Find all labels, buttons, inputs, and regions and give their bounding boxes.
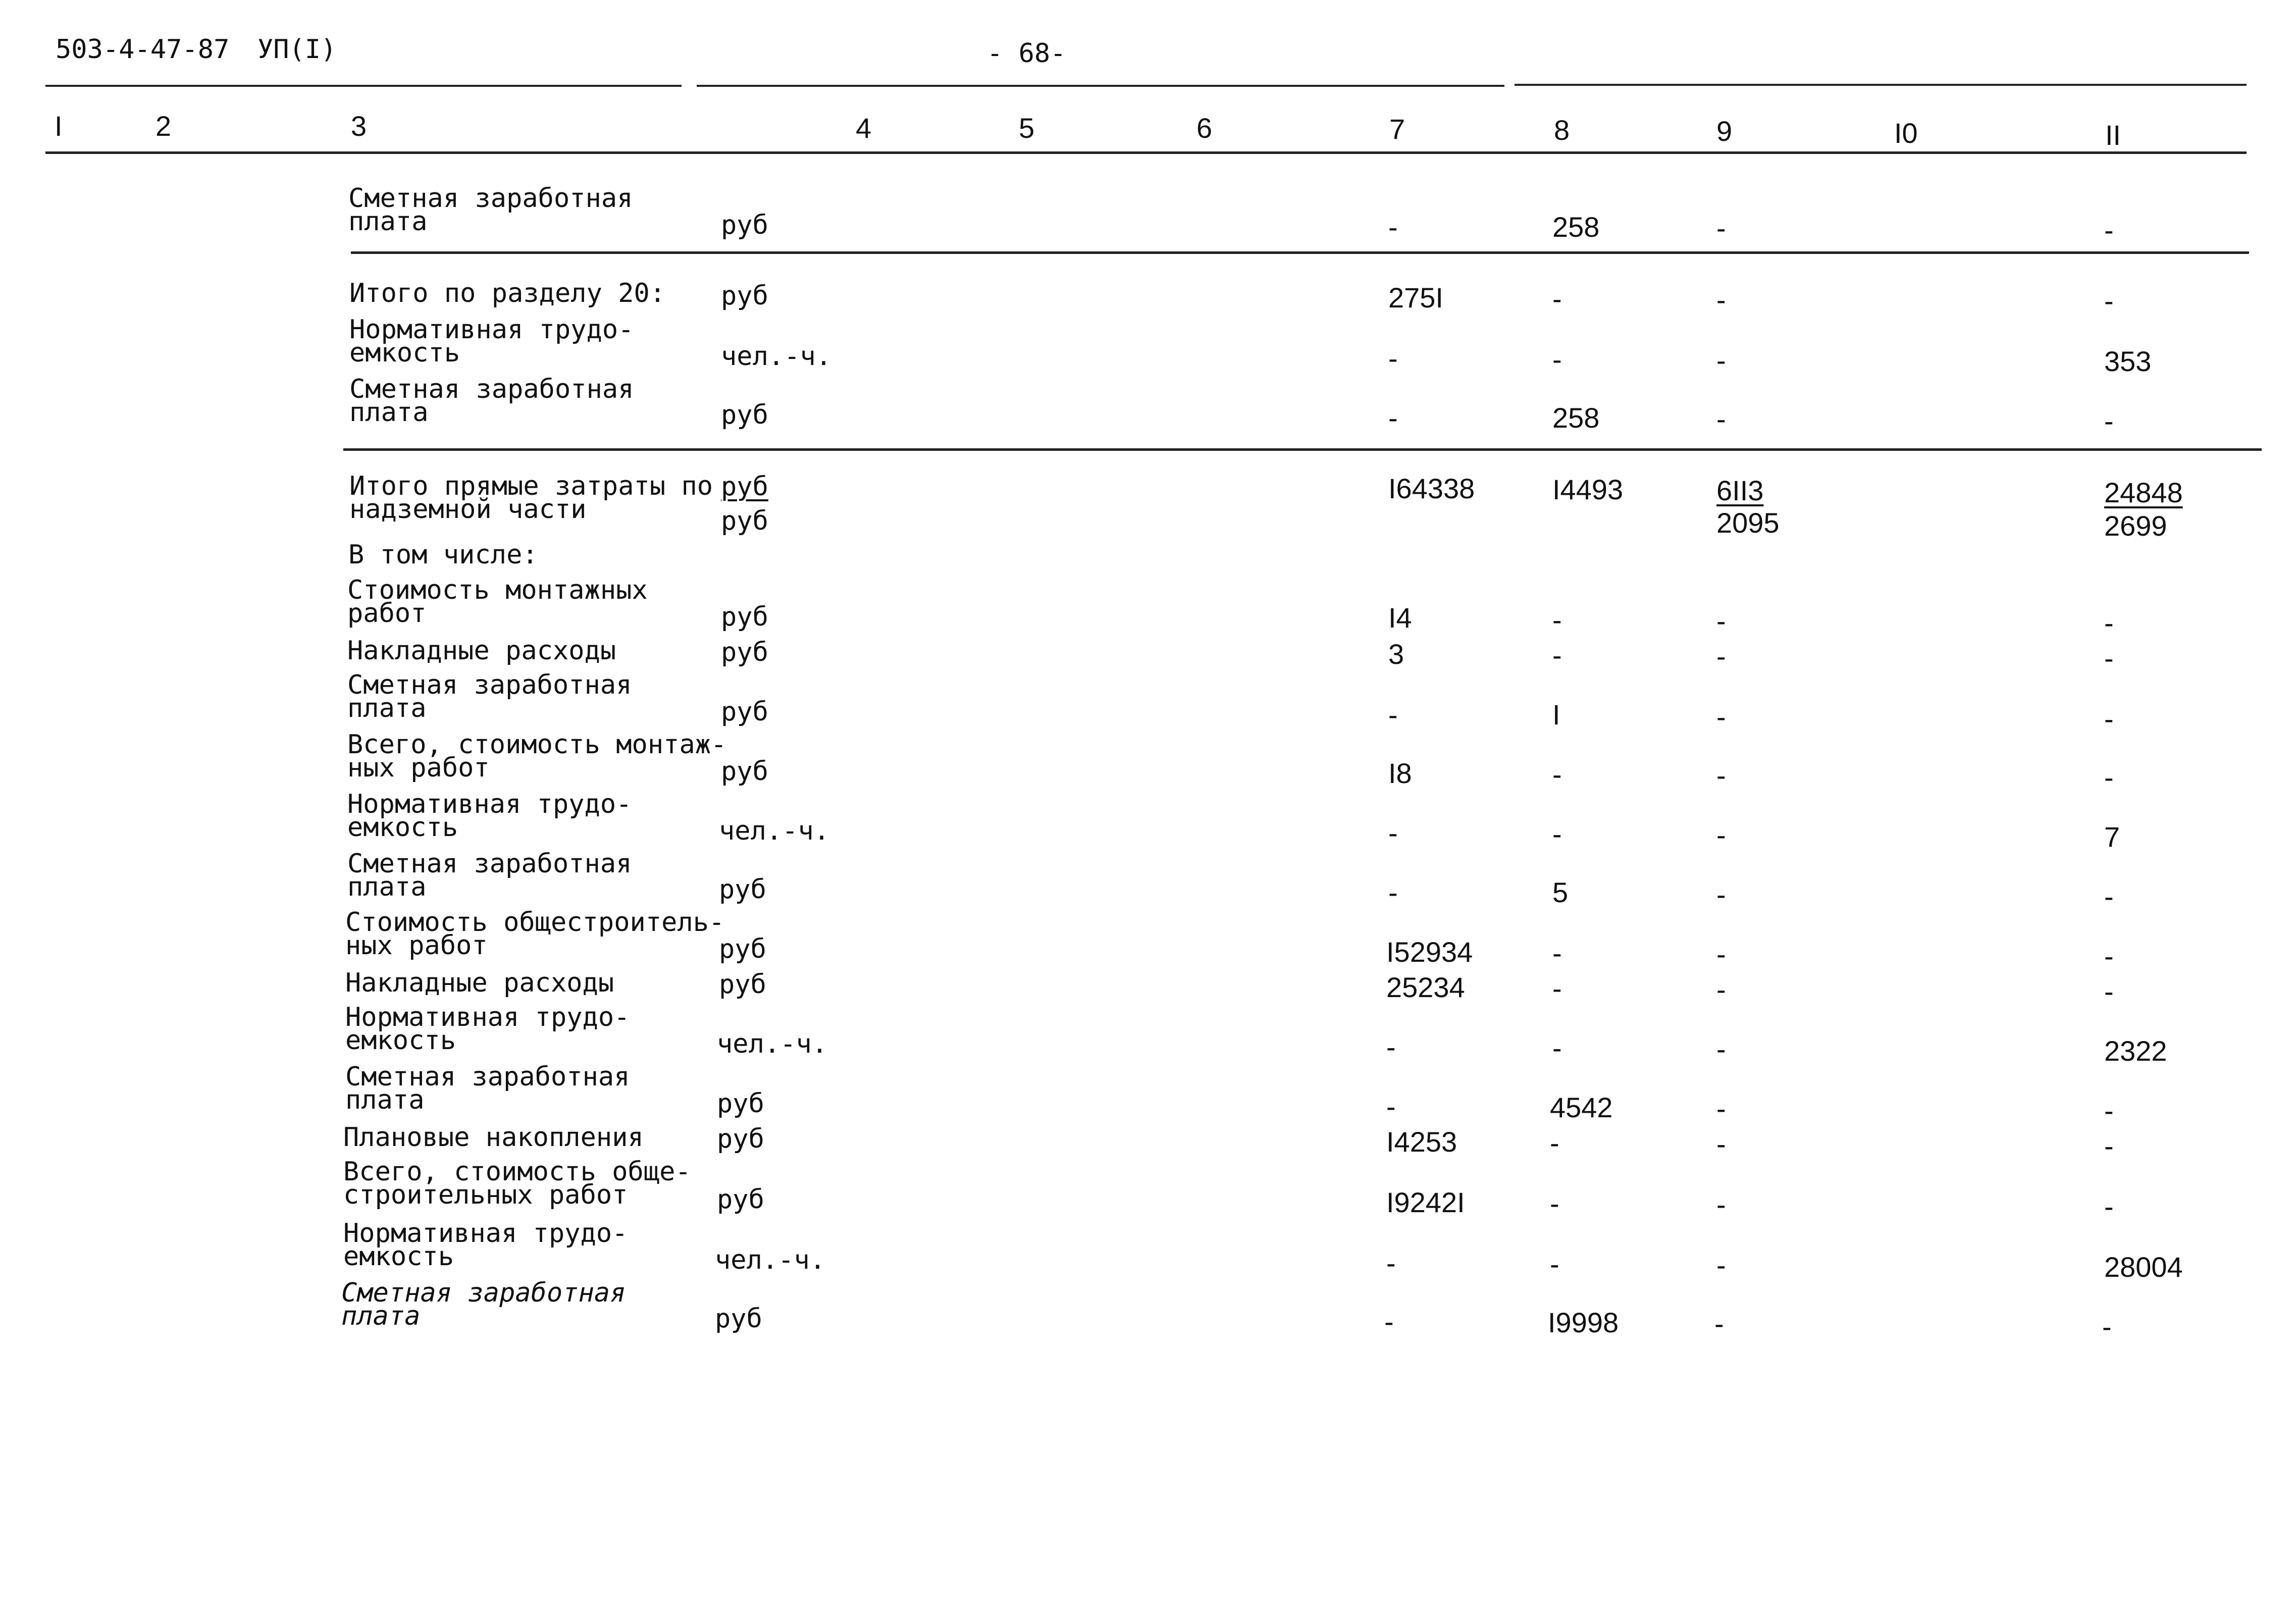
row-cell-c8: - (1552, 818, 1562, 850)
row-cell-c7: - (1384, 1306, 1394, 1337)
row-label: Накладные расходы (345, 968, 614, 998)
row-unit: чел.-ч. (719, 816, 830, 846)
row-label: Стоимость общестроитель- ных работ (345, 907, 725, 961)
row-cell-c8: 5 (1552, 876, 1569, 908)
row-label: Сметная заработная плата (347, 849, 632, 902)
row-cell-c7: - (1386, 1031, 1396, 1063)
row-cell-c8: I (1552, 699, 1560, 731)
row-cell-c9: - (1716, 284, 1726, 316)
row-cell-c8: I9998 (1548, 1307, 1619, 1338)
row-cell-c9: - (1716, 1033, 1726, 1065)
column-header-rule (45, 151, 2247, 154)
row-cell-c11: 7 (2104, 821, 2120, 853)
row-label: Сметная заработная плата (348, 183, 633, 237)
row-cell-c11: - (2102, 1311, 2112, 1342)
row-cell-c9: - (1716, 605, 1726, 637)
row-cell-c11: - (2104, 703, 2114, 735)
row-unit: руб (721, 281, 768, 311)
row-cell-c9: - (1714, 1308, 1724, 1339)
col-header-10: I0 (1894, 117, 1918, 149)
row-cell-c7: - (1386, 1247, 1396, 1279)
row-cell-c9: - (1716, 819, 1726, 851)
col-header-5: 5 (1019, 112, 1035, 144)
row-cell-c9: - (1716, 973, 1726, 1005)
row-label: Плановые накопления (343, 1122, 644, 1153)
row-cell-c11-secondary: 2699 (2104, 510, 2167, 542)
row-label: Нормативная трудо- емкость (343, 1218, 628, 1272)
row-cell-c9: 6II3 (1716, 475, 1764, 506)
row-cell-c7: 275I (1388, 282, 1443, 314)
col-header-9: 9 (1716, 115, 1733, 147)
col-header-7: 7 (1389, 113, 1405, 145)
row-cell-c7: - (1388, 402, 1398, 434)
row-cell-c11: - (2104, 761, 2114, 793)
row-label: Сметная заработная плата (349, 374, 634, 428)
row-cell-c11: 28004 (2104, 1251, 2183, 1283)
row-cell-c9: - (1716, 640, 1726, 672)
row-cell-c9: - (1716, 701, 1726, 733)
row-unit: руб (721, 756, 768, 787)
row-cell-c7: I4 (1388, 602, 1412, 634)
row-cell-c7: - (1386, 1090, 1396, 1122)
row-cell-c8: - (1552, 639, 1562, 671)
header-rule-right (1515, 84, 2247, 86)
row-cell-c11: - (2104, 880, 2114, 912)
row-cell-c8: - (1550, 1248, 1559, 1280)
row-cell-c7: - (1388, 342, 1398, 374)
row-label: Сметная заработная плата (341, 1278, 626, 1331)
row-unit: руб (715, 1304, 762, 1334)
row-cell-c11: - (2104, 642, 2114, 674)
row-label: Нормативная трудо- емкость (349, 315, 634, 368)
row-cell-c9-secondary: 2095 (1716, 507, 1780, 539)
row-cell-c7: - (1388, 817, 1398, 849)
row-cell-c7: - (1388, 699, 1398, 731)
row-unit: чел.-ч. (717, 1029, 828, 1059)
row-unit-secondary: руб (721, 506, 768, 536)
row-cell-c9: - (1716, 759, 1726, 791)
row-cell-c8: - (1552, 758, 1562, 790)
row-label: Нормативная трудо- емкость (347, 789, 632, 843)
row-unit: руб (719, 969, 766, 1000)
row-label: В том числе: (348, 540, 538, 570)
row-cell-c7: 25234 (1386, 971, 1465, 1003)
row-cell-c9: - (1716, 1249, 1726, 1281)
document-code: 503-4-47-87 (56, 34, 230, 65)
row-cell-c8: - (1552, 343, 1562, 375)
row-cell-c11: - (2104, 1095, 2114, 1126)
row-cell-c9: - (1716, 1188, 1726, 1220)
row-unit: руб (719, 934, 766, 964)
row-label: Нормативная трудо- емкость (345, 1002, 630, 1056)
row-cell-c9: - (1716, 1128, 1726, 1160)
row-label: Стоимость монтажных работ (347, 575, 648, 629)
row-cell-c8: - (1550, 1187, 1559, 1219)
row-cell-c8: - (1552, 937, 1562, 969)
section-rule-2 (343, 448, 2262, 451)
row-cell-c11: - (2104, 607, 2114, 639)
row-cell-c7: 3 (1388, 638, 1404, 670)
row-cell-c9: - (1716, 938, 1726, 970)
col-header-8: 8 (1554, 114, 1570, 146)
row-label: Накладные расходы (347, 636, 616, 666)
row-cell-c7: I8 (1388, 757, 1412, 789)
col-header-6: 6 (1196, 112, 1213, 144)
col-header-2: 2 (155, 110, 172, 142)
row-cell-c9: - (1716, 344, 1726, 376)
row-cell-c11: - (2104, 975, 2114, 1007)
row-cell-c11: 24848 (2104, 477, 2183, 508)
row-label: Итого прямые затраты по надземной части (349, 471, 713, 525)
col-header-1: I (55, 110, 63, 142)
row-cell-c8: I4493 (1552, 474, 1624, 505)
row-cell-c8: - (1552, 283, 1562, 315)
row-cell-c11: - (2104, 405, 2114, 437)
col-header-4: 4 (856, 112, 872, 144)
row-label: Сметная заработная плата (345, 1062, 630, 1115)
row-cell-c11: - (2104, 1190, 2114, 1222)
row-cell-c7: I4253 (1386, 1126, 1457, 1158)
row-cell-c9: - (1716, 1093, 1726, 1124)
section-rule-1 (351, 251, 2249, 254)
row-unit: руб (721, 472, 768, 502)
row-unit: руб (717, 1124, 764, 1154)
row-cell-c11: - (2104, 214, 2114, 246)
album-code: УП(I) (257, 34, 337, 65)
row-cell-c11: - (2104, 1130, 2114, 1162)
row-unit: руб (721, 697, 768, 727)
row-cell-c8: 258 (1552, 402, 1600, 434)
row-cell-c8: 258 (1552, 211, 1600, 243)
row-unit: руб (717, 1088, 764, 1119)
row-cell-c9: - (1716, 212, 1726, 244)
row-label: Всего, стоимость обще- строительных работ (343, 1157, 691, 1210)
row-cell-c9: - (1716, 878, 1726, 910)
row-cell-c7: I64338 (1388, 473, 1475, 504)
col-header-11: II (2105, 119, 2121, 151)
row-cell-c8: - (1552, 604, 1562, 636)
row-unit: чел.-ч. (721, 341, 832, 372)
row-unit: руб (721, 210, 768, 240)
row-cell-c11: - (2104, 285, 2114, 317)
col-header-3: 3 (351, 110, 367, 142)
row-cell-c7: - (1388, 876, 1398, 908)
row-unit: руб (721, 602, 768, 632)
row-cell-c8: - (1552, 972, 1562, 1004)
row-cell-c11: 2322 (2104, 1035, 2167, 1067)
row-unit: руб (719, 874, 766, 905)
row-label: Сметная заработная плата (347, 670, 632, 723)
row-unit: руб (717, 1184, 764, 1215)
header-rule-mid (697, 85, 1504, 87)
row-unit: руб (721, 400, 768, 430)
row-label: Всего, стоимость монтаж- ных работ (347, 730, 727, 783)
row-cell-c11: - (2104, 940, 2114, 972)
row-unit: руб (721, 637, 768, 667)
row-cell-c8: 4542 (1550, 1092, 1613, 1123)
row-cell-c7: - (1388, 211, 1398, 243)
page-number: - 68- (987, 38, 1066, 69)
row-cell-c7: I52934 (1386, 936, 1473, 968)
row-label: Итого по разделу 20: (349, 278, 666, 308)
row-cell-c7: I9242I (1386, 1186, 1465, 1218)
header-rule-left (45, 85, 682, 87)
row-cell-c8: - (1552, 1032, 1562, 1064)
row-cell-c11: 353 (2104, 345, 2152, 377)
row-cell-c9: - (1716, 403, 1726, 435)
row-cell-c8: - (1550, 1127, 1559, 1159)
row-unit: чел.-ч. (715, 1245, 826, 1275)
